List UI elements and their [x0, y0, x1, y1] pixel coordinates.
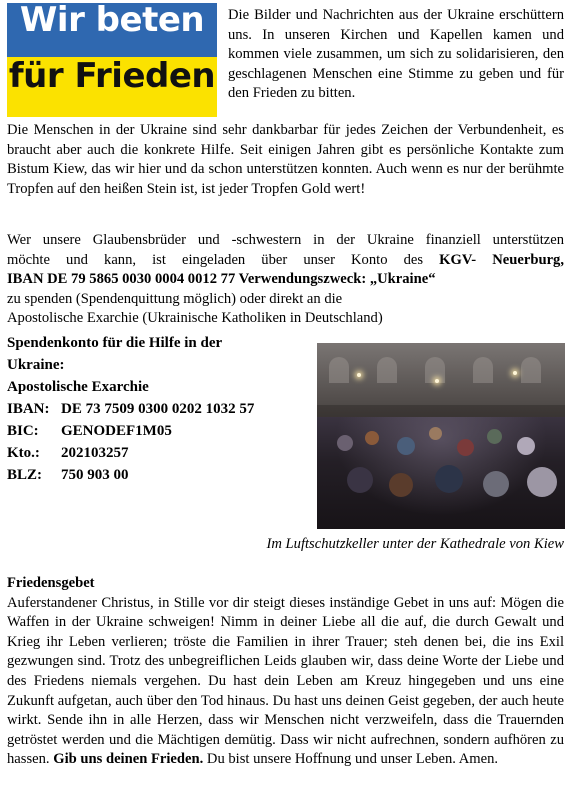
bomb-shelter-photo: [317, 343, 565, 529]
photo-person: [397, 437, 415, 455]
account-label: BIC:: [7, 423, 39, 439]
account-holder: Apostolische Exarchie: [7, 379, 149, 395]
account-label: Kto.:: [7, 445, 40, 461]
account-heading-2: Ukraine:: [7, 357, 65, 373]
photo-arch: [329, 357, 349, 383]
donation-paragraph: [7, 231, 564, 329]
account-row-blz: [7, 464, 307, 486]
account-row-kto: [7, 442, 307, 464]
photo-light: [357, 373, 361, 377]
logo-line-2: für Frieden: [8, 56, 216, 96]
photo-arch: [473, 357, 493, 383]
donation-account-box: [7, 332, 307, 486]
kgv-iban: IBAN DE 79 5865 0030 0004 0012 77 Verwendungszweck: „Ukraine“: [7, 271, 436, 288]
photo-person: [347, 467, 373, 493]
account-label: IBAN:: [7, 401, 50, 417]
photo-light: [513, 371, 517, 375]
photo-person: [457, 439, 474, 456]
account-heading-1: Spendenkonto für die Hilfe in der: [7, 335, 223, 351]
photo-arch: [521, 357, 541, 383]
intro-paragraph: Die Bilder und Nachrichten aus der Ukraine erschüttern uns. In unseren Kirchen und Kapellen kamen und kommen viele zusammen, um sich zu solidarisieren, den geschlagenen Menschen eine Stimme zu geben und für den Frieden zu bitten.: [228, 7, 564, 102]
account-value: DE 73 7509 0300 0202 1032 57: [61, 401, 255, 417]
photo-person: [517, 437, 535, 455]
prayer-section: [7, 574, 564, 770]
logo-yellow-band: [7, 57, 217, 117]
photo-person: [435, 465, 463, 493]
prayer-emphasis: Gib uns deinen Frieden.: [53, 751, 204, 768]
donation-line-5: Apostolische Exarchie (Ukrainische Katholiken in Deutschland): [7, 310, 383, 327]
account-label: BLZ:: [7, 467, 43, 483]
photo-person: [483, 471, 509, 497]
donation-line-4: zu spenden (Spendenquittung möglich) oder direkt an die: [7, 290, 343, 307]
prayer-text: Auferstandener Christus, in Stille vor dir steigt dieses inständige Gebet in uns auf: Mögen die Waffen in der Ukraine schweigen! Nimm in deiner Liebe all die auf, die durch Gewalt und Krieg ihr Leben verlieren; tröste die Familien in ihrer Trauer; steh denen bei, die ins Exil gezwungen sind. Trotz des unbegreiflichen Leids glauben wir, dass deine Worte der Liebe und des Friedens niemals vergehen. Du hast dein Leben am Kreuz hingegeben und uns eine Zukunft aufgetan, auch über den Tod hinaus. Du hast uns deinen Geist gegeben, der auch heute wirkt. Sende ihn in alle Herzen, dass wir Menschen nicht verzweifeln, dass die Trauernden getröstet werden und die Mächtigen demütig. Dass wir nicht aufrechnen, sondern aufhören zu hassen.: [7, 594, 564, 768]
photo-person: [429, 427, 442, 440]
donation-line-2-text: möchte und kann, ist eingeladen über unser Konto des: [7, 251, 440, 268]
photo-person: [337, 435, 353, 451]
prayer-text-end: Du bist unsere Hoffnung und unser Leben. Amen.: [203, 751, 499, 768]
logo-blue-band: [7, 3, 217, 57]
photo-crowd: [317, 417, 565, 529]
kgv-account-name: KGV- Neuerburg,: [439, 251, 564, 268]
photo-caption: Im Luftschutzkeller unter der Kathedrale von Kiew: [266, 536, 564, 552]
donation-line-1: Wer unsere Glaubensbrüder und -schwestern in der Ukraine finanziell unterstützen: [7, 232, 564, 248]
prayer-body: [7, 594, 564, 770]
account-value: 750 903 00: [61, 467, 129, 483]
donation-line-2: [7, 251, 564, 271]
prayer-title: Friedensgebet: [7, 575, 95, 591]
photo-person: [365, 431, 379, 445]
photo-person: [487, 429, 502, 444]
photo-person: [389, 473, 413, 497]
account-value: GENODEF1M05: [61, 423, 172, 439]
account-row-iban: [7, 398, 307, 420]
photo-light: [435, 379, 439, 383]
photo-person: [527, 467, 557, 497]
logo-line-1: Wir beten: [19, 3, 205, 40]
logo-wir-beten-fuer-frieden: [7, 3, 217, 117]
photo-arch: [377, 357, 397, 383]
help-paragraph: Die Menschen in der Ukraine sind sehr dankbarbar für jedes Zeichen der Verbundenheit, es braucht aber auch die konkrete Hilfe. Seit einigen Jahren gibt es persönliche Kontakte zum Bistum Kiew, das wir hier und da schon unterstützen konnten. Auch wenn es nur der berühmte Tropfen auf den heißen Stein ist, ist jeder Tropfen Gold wert!: [7, 122, 564, 197]
account-row-bic: [7, 420, 307, 442]
account-value: 202103257: [61, 445, 129, 461]
